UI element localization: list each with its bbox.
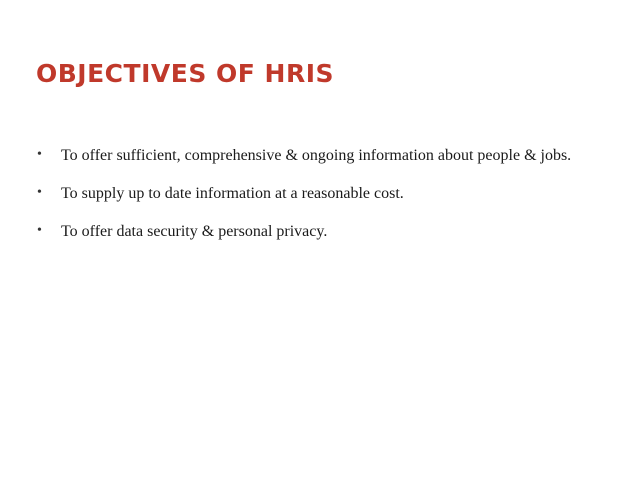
bullet-text: To offer sufficient, comprehensive & ongoing information about people & jobs. (61, 147, 572, 164)
bullet-text: To offer data security & personal privacy. (61, 223, 328, 240)
slide-title: OBJECTIVES OF HRIS (36, 59, 335, 88)
bullet-dot-icon: • (37, 223, 42, 238)
bullet-dot-icon: • (37, 147, 42, 162)
bullet-list (36, 141, 596, 255)
bullet-text: To supply up to date information at a reasonable cost. (61, 185, 404, 202)
bullet-item (36, 217, 596, 246)
bullet-dot-icon: • (37, 185, 42, 200)
bullet-item (36, 141, 596, 170)
bullet-item (36, 179, 596, 208)
